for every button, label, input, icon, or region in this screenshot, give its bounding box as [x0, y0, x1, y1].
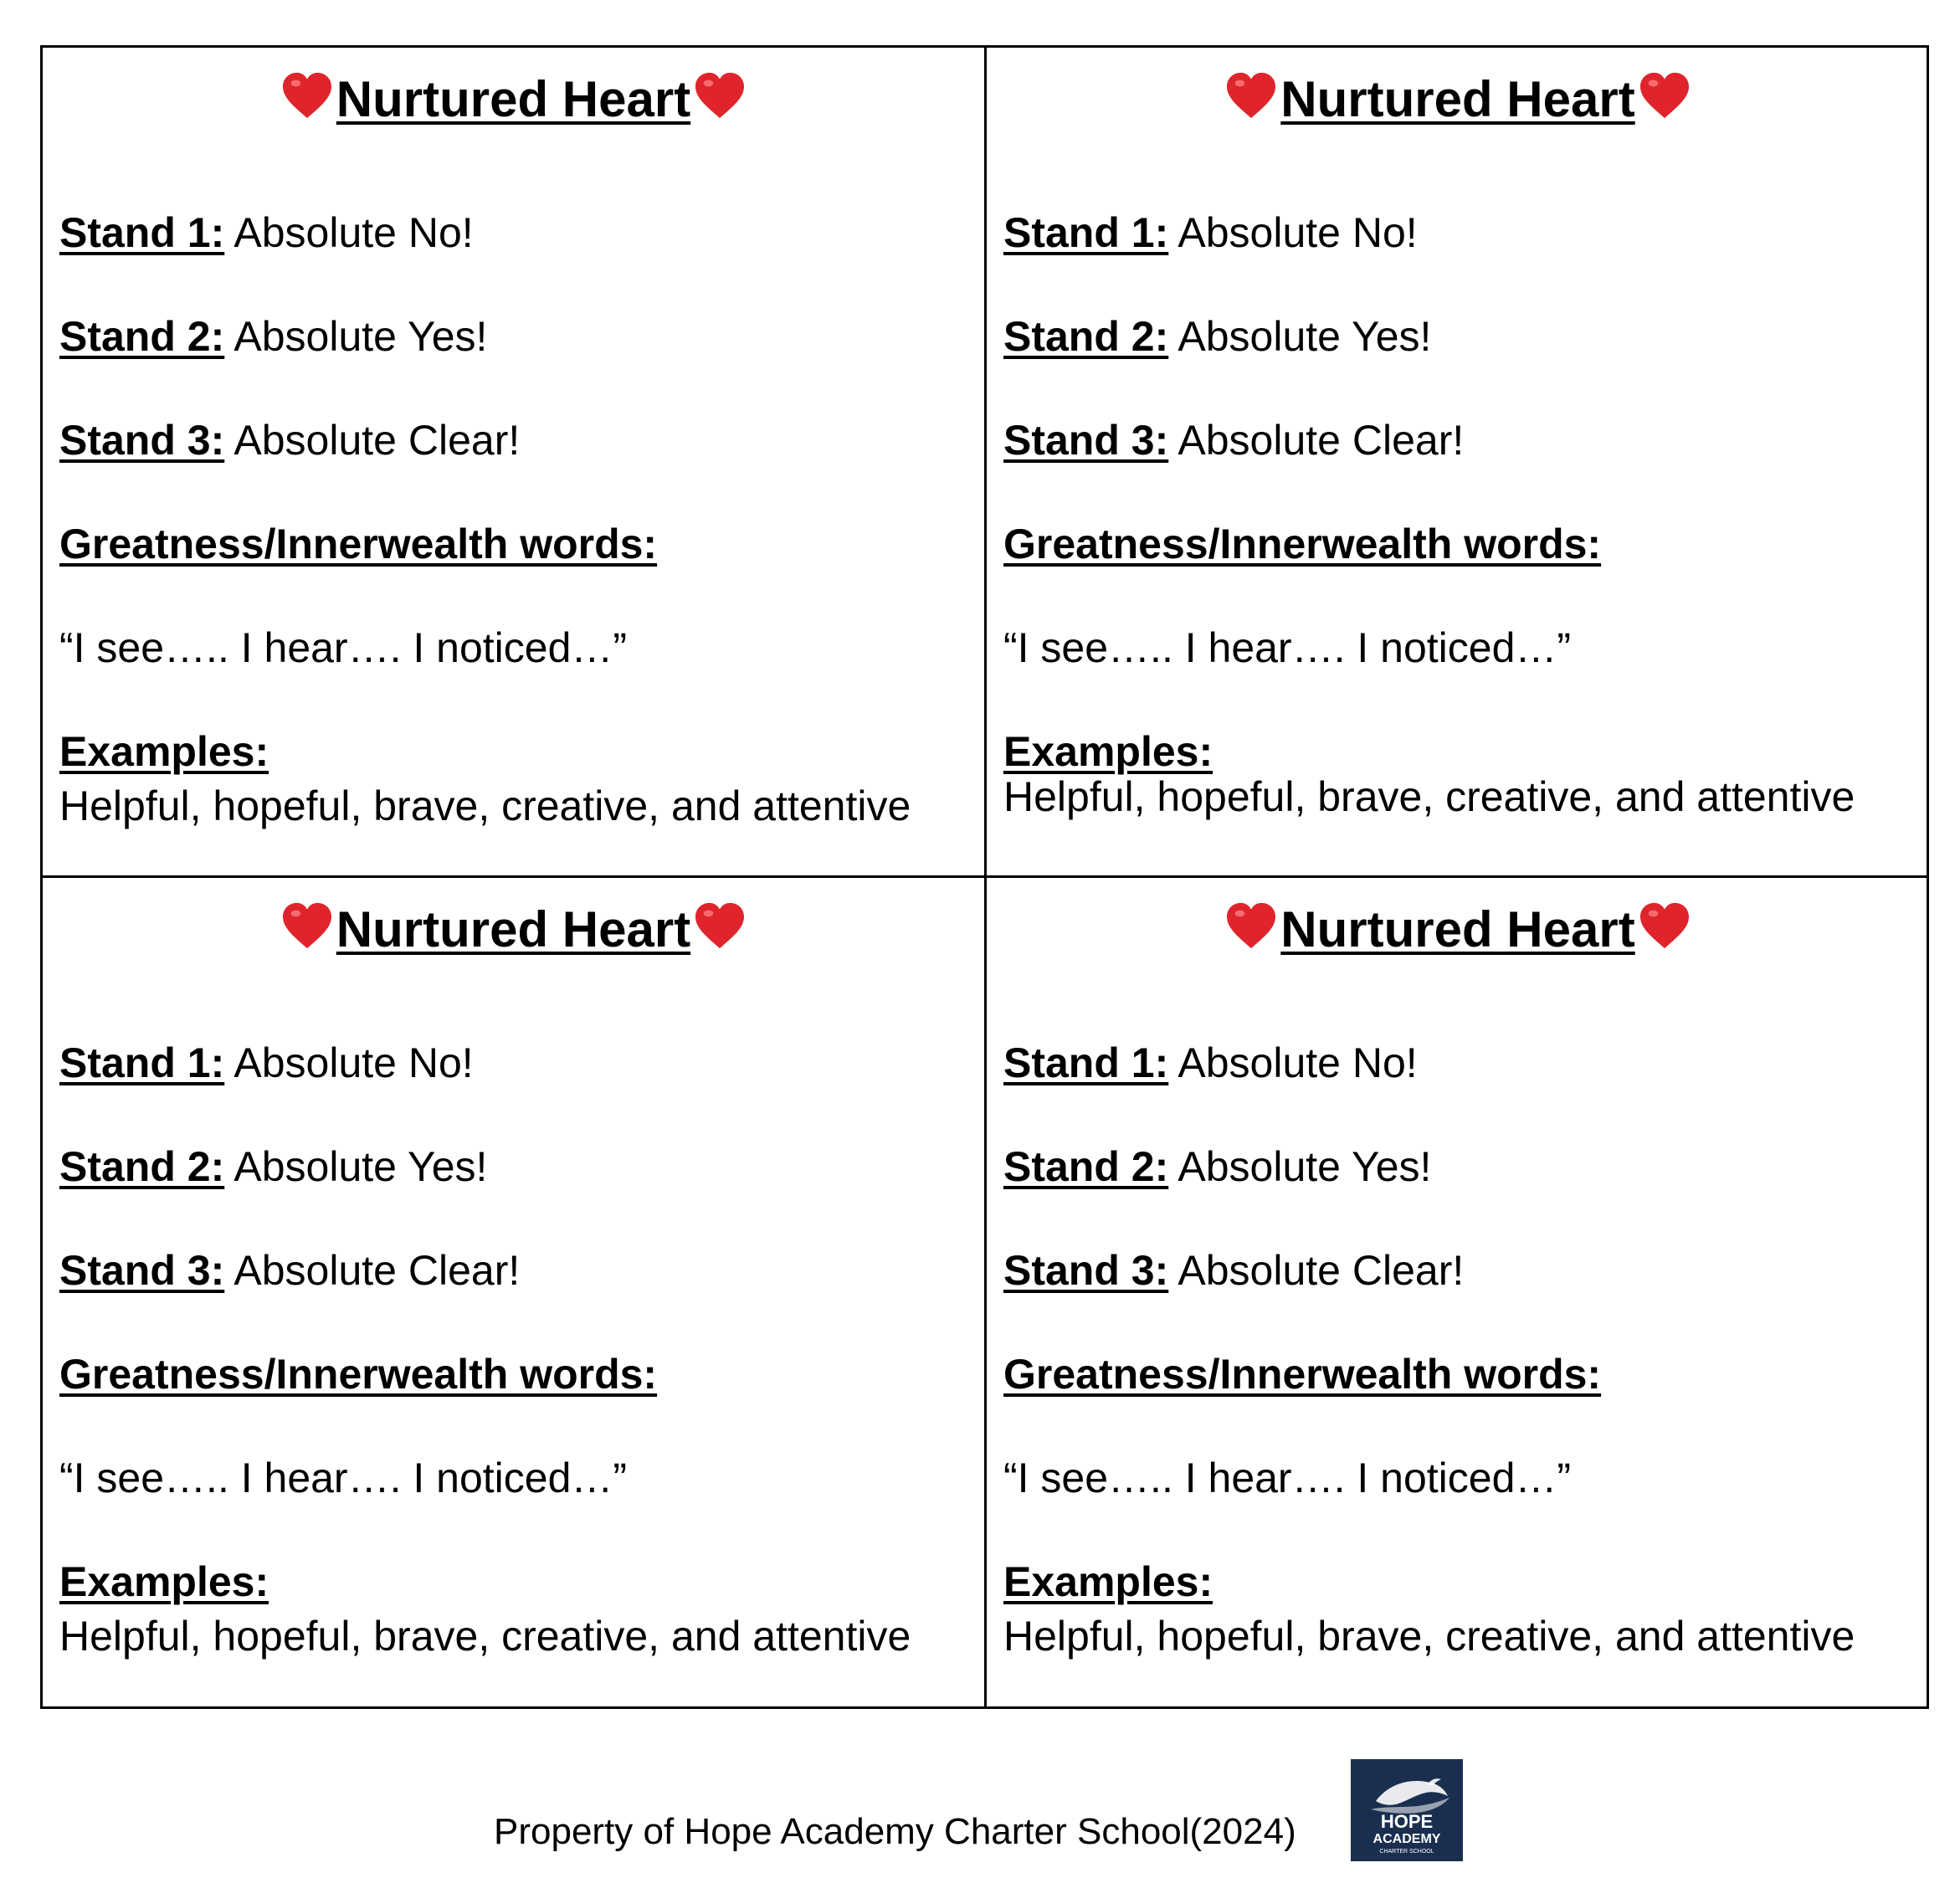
greatness-row — [59, 518, 967, 570]
nurtured-heart-card — [987, 878, 1929, 1709]
card-title-text: Nurtured Heart — [336, 901, 691, 957]
stand-2-value: Absolute Yes! — [1178, 313, 1432, 360]
card-title-text: Nurtured Heart — [336, 71, 691, 127]
quote-text: “I see….. I hear…. I noticed…” — [1003, 624, 1572, 671]
examples-label: Examples: — [1003, 1558, 1213, 1605]
examples-row — [1003, 726, 1912, 777]
greatness-label: Greatness/Innerwealth words: — [1003, 1351, 1602, 1398]
examples-row — [59, 1556, 967, 1608]
stand-3-value: Absolute Clear! — [1178, 417, 1465, 464]
stand-1-value: Absolute No! — [1178, 1039, 1418, 1086]
stand-2-value: Absolute Yes! — [233, 1143, 488, 1190]
stand-2-label: Stand 2: — [59, 313, 225, 360]
quote-text: “I see….. I hear…. I noticed…” — [59, 1455, 628, 1501]
logo-line-1: HOPE — [1380, 1811, 1434, 1832]
stand-2-row — [59, 1141, 967, 1193]
examples-label: Examples: — [59, 1558, 269, 1605]
nurtured-heart-card — [43, 878, 987, 1709]
stand-1-value: Absolute No! — [233, 1039, 474, 1086]
examples-label: Examples: — [59, 728, 269, 775]
card-title-text: Nurtured Heart — [1280, 71, 1635, 127]
examples-text: Helpful, hopeful, brave, creative, and attentive — [1003, 1613, 1855, 1660]
stand-1-row — [1003, 207, 1912, 259]
card-title — [43, 69, 984, 130]
stand-3-row — [59, 1244, 967, 1296]
hope-academy-logo — [1351, 1759, 1463, 1861]
greatness-row — [1003, 518, 1912, 570]
stand-3-label: Stand 3: — [1003, 1247, 1169, 1294]
stand-3-row — [1003, 414, 1912, 466]
stand-2-row — [1003, 1141, 1912, 1193]
nurtured-heart-card — [987, 48, 1929, 878]
card-title-text: Nurtured Heart — [1280, 901, 1635, 957]
heart-icon — [1225, 901, 1277, 950]
card-title — [987, 900, 1929, 960]
stand-3-value: Absolute Clear! — [1178, 1247, 1465, 1294]
heart-icon — [281, 901, 333, 950]
stand-1-row — [59, 207, 967, 259]
stand-3-value: Absolute Clear! — [233, 1247, 521, 1294]
stand-2-value: Absolute Yes! — [233, 313, 488, 360]
hope-academy-logo-mark — [1351, 1759, 1463, 1861]
nurtured-heart-card-grid — [40, 45, 1929, 1709]
stand-3-row — [1003, 1244, 1912, 1296]
stand-3-value: Absolute Clear! — [233, 417, 521, 464]
heart-icon — [1639, 71, 1691, 120]
card-title — [43, 900, 984, 960]
quote-text: “I see….. I hear…. I noticed…” — [1003, 1455, 1572, 1501]
stand-3-row — [59, 414, 967, 466]
examples-row — [59, 726, 967, 777]
greatness-label: Greatness/Innerwealth words: — [1003, 521, 1602, 567]
stand-3-label: Stand 3: — [59, 1247, 225, 1294]
heart-icon — [281, 71, 333, 120]
greatness-row — [1003, 1348, 1912, 1400]
stand-2-label: Stand 2: — [1003, 313, 1169, 360]
stand-1-label: Stand 1: — [1003, 209, 1169, 256]
heart-icon — [694, 71, 746, 120]
stand-1-row — [59, 1037, 967, 1089]
examples-text: Helpful, hopeful, brave, creative, and attentive — [1003, 773, 1855, 820]
examples-text: Helpful, hopeful, brave, creative, and attentive — [59, 1613, 911, 1660]
stand-1-value: Absolute No! — [1178, 209, 1418, 256]
greatness-label: Greatness/Innerwealth words: — [59, 521, 658, 567]
stand-1-value: Absolute No! — [233, 209, 474, 256]
card-title — [987, 69, 1929, 130]
logo-line-3: CHARTER SCHOOL — [1379, 1849, 1434, 1855]
heart-icon — [1639, 901, 1691, 950]
heart-icon — [1225, 71, 1277, 120]
stand-3-label: Stand 3: — [1003, 417, 1169, 464]
greatness-row — [59, 1348, 967, 1400]
stand-1-label: Stand 1: — [1003, 1039, 1169, 1086]
stand-1-label: Stand 1: — [59, 209, 225, 256]
stand-3-label: Stand 3: — [59, 417, 225, 464]
examples-row — [1003, 1556, 1912, 1608]
stand-1-label: Stand 1: — [59, 1039, 225, 1086]
stand-2-row — [1003, 310, 1912, 362]
examples-text: Helpful, hopeful, brave, creative, and attentive — [59, 782, 911, 829]
stand-2-label: Stand 2: — [59, 1143, 225, 1190]
stand-2-row — [59, 310, 967, 362]
stand-2-value: Absolute Yes! — [1178, 1143, 1432, 1190]
logo-line-2: ACADEMY — [1373, 1832, 1441, 1846]
quote-text: “I see….. I hear…. I noticed…” — [59, 624, 628, 671]
heart-icon — [694, 901, 746, 950]
stand-2-label: Stand 2: — [1003, 1143, 1169, 1190]
stand-1-row — [1003, 1037, 1912, 1089]
examples-label: Examples: — [1003, 728, 1213, 775]
footer-text: Property of Hope Academy Charter School(2024) — [494, 1811, 1296, 1852]
nurtured-heart-card — [43, 48, 987, 878]
greatness-label: Greatness/Innerwealth words: — [59, 1351, 658, 1398]
